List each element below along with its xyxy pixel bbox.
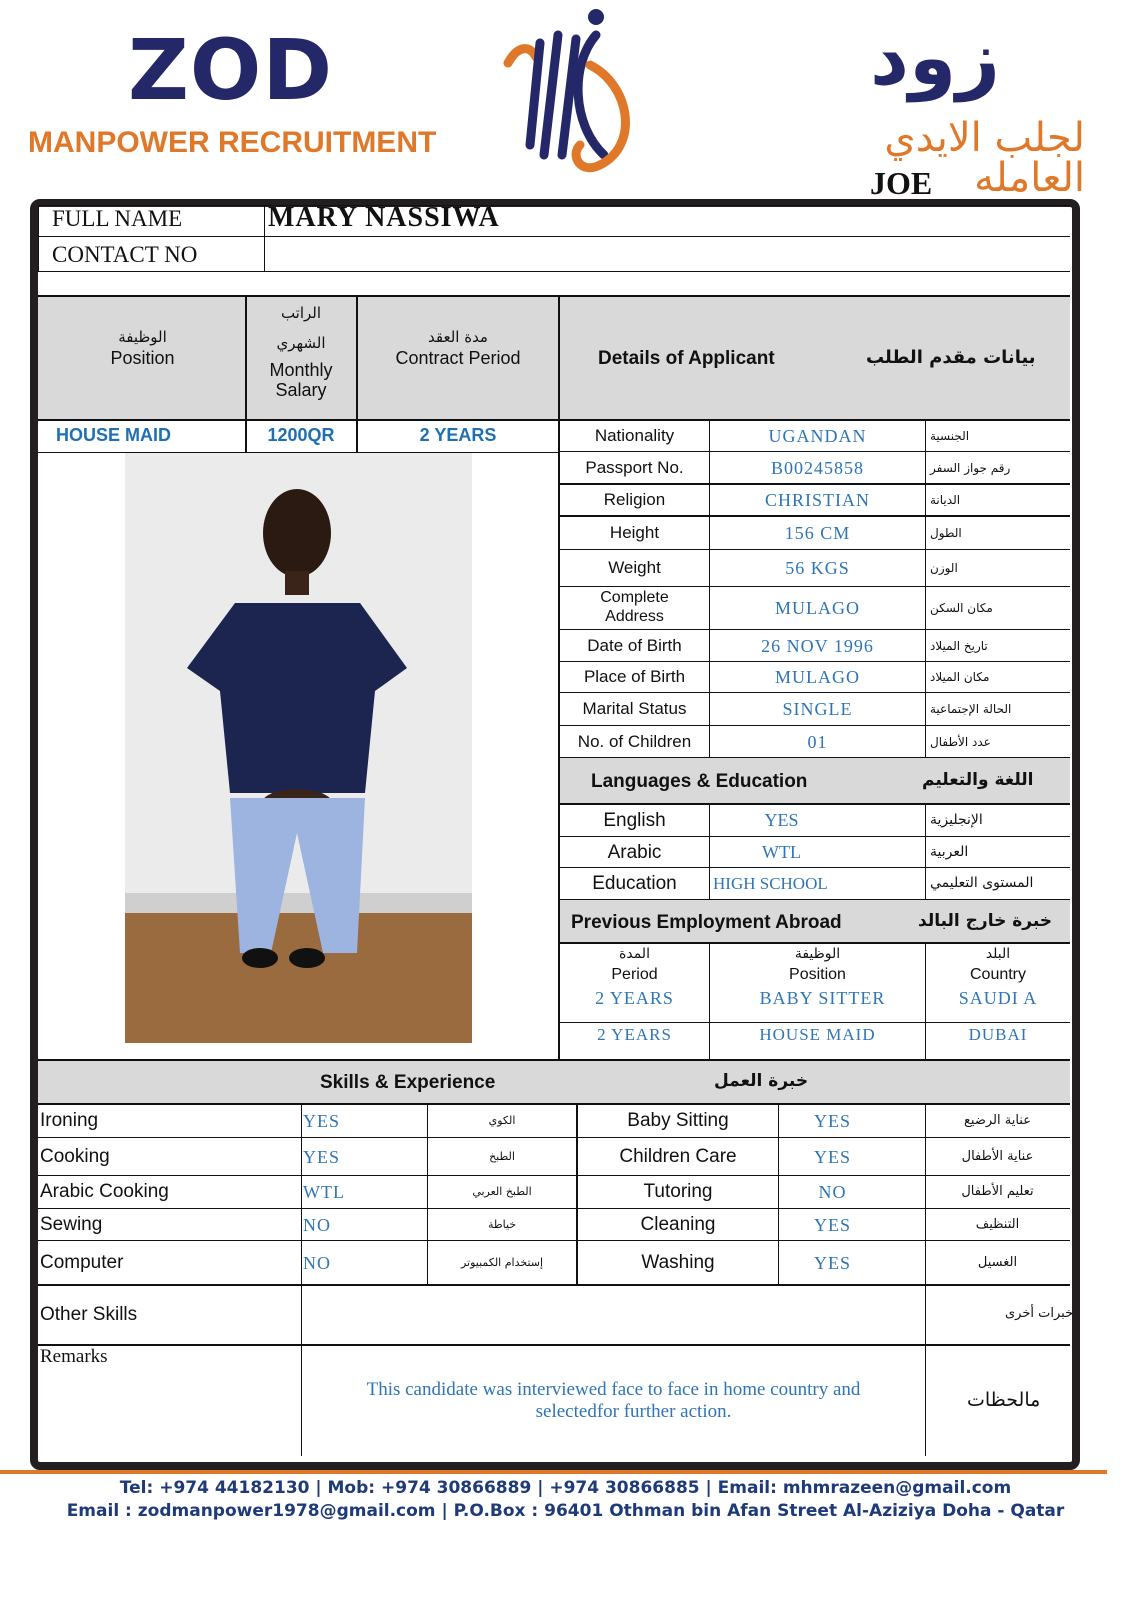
language-value: HIGH SCHOOL	[713, 874, 828, 893]
emp-period-2: 2 YEARS	[597, 1025, 672, 1044]
detail-value: 26 NOV 1996	[761, 635, 874, 656]
language-value: YES	[764, 810, 799, 830]
skill-arabic: خياطة	[487, 1217, 517, 1231]
detail-value: SINGLE	[782, 699, 853, 719]
salary-arabic-1: الراتب	[280, 304, 322, 322]
emp-country-1: SAUDI A	[958, 988, 1038, 1008]
language-label: Education	[592, 873, 677, 894]
detail-label: Weight	[608, 558, 661, 577]
skill-value: YES	[813, 1110, 851, 1131]
skill-arabic: الطبخ العربي	[472, 1185, 532, 1198]
skill-value: NO	[303, 1252, 331, 1273]
skill-arabic: تعليم الأطفال	[961, 1184, 1034, 1199]
skill-label: Ironing	[40, 1109, 99, 1131]
remarks-label: Remarks	[40, 1346, 108, 1367]
skill-label: Children Care	[619, 1145, 737, 1167]
remarks-text-1: This candidate was interviewed face to face in home country and	[366, 1379, 861, 1400]
skill-arabic: الطبخ	[489, 1149, 515, 1163]
skill-label: Cooking	[40, 1145, 110, 1167]
language-arabic: الإنجليزية	[930, 812, 983, 828]
footer-divider	[0, 1470, 1107, 1474]
skill-label: Washing	[641, 1251, 715, 1273]
languages-title: Languages & Education	[591, 771, 808, 792]
detail-label: Date of Birth	[587, 635, 682, 655]
skill-arabic: الغسيل	[977, 1254, 1018, 1270]
emp-position-2: HOUSE MAID	[759, 1025, 876, 1044]
language-value: WTL	[762, 842, 801, 862]
agent-name: JOE	[870, 165, 933, 201]
detail-value: 56 KGS	[785, 558, 850, 578]
skill-value: YES	[303, 1110, 341, 1131]
other-skills-arabic: خبرات أخرى	[1005, 1306, 1074, 1321]
detail-arabic: الوزن	[930, 561, 958, 575]
skill-arabic: الكوي	[488, 1113, 516, 1127]
position-header: Position	[110, 348, 175, 368]
detail-value: MULAGO	[775, 667, 860, 687]
skill-label: Sewing	[40, 1213, 103, 1235]
detail-value: B00245858	[770, 457, 864, 478]
detail-label: Place of Birth	[583, 667, 686, 686]
detail-arabic: مكان السكن	[930, 601, 993, 615]
employment-title-arabic: خبرة خارج البالد	[918, 911, 1053, 931]
skill-arabic: التنظيف	[975, 1216, 1020, 1232]
contract-value: 2 YEARS	[419, 425, 497, 445]
detail-label: No. of Children	[577, 731, 692, 751]
skills-title-arabic: خبرة العمل	[714, 1071, 809, 1091]
emp-position-header: Position	[789, 966, 846, 983]
languages-title-arabic: اللغة والتعليم	[922, 770, 1034, 790]
skill-value: NO	[818, 1182, 847, 1202]
remarks-text-2: selectedfor further action.	[535, 1401, 732, 1422]
skill-label: Arabic Cooking	[40, 1181, 169, 1202]
footer-contact-line: Tel: +974 44182130 | Mob: +974 30866889 | +974 30866885 | Email: mhmrazeen@gmail.com	[119, 1478, 1012, 1498]
skill-value: YES	[813, 1252, 851, 1273]
detail-label: Passport No.	[585, 457, 684, 477]
detail-arabic: رقم جواز السفر	[930, 460, 1011, 475]
skill-label: Computer	[40, 1251, 124, 1273]
language-label: Arabic	[607, 842, 662, 863]
country-arabic: البلد	[985, 946, 1011, 962]
brand-subtitle: MANPOWER RECRUITMENT	[28, 126, 437, 159]
employment-title: Previous Employment Abroad	[571, 912, 842, 933]
detail-label-line-2: Address	[605, 608, 664, 625]
skill-value: YES	[303, 1146, 341, 1167]
detail-label: Nationality	[594, 425, 675, 445]
skill-arabic: عناية الرضيع	[964, 1112, 1031, 1128]
position-value: HOUSE MAID	[56, 425, 172, 445]
period-arabic: المدة	[619, 946, 650, 962]
contract-header: Contract Period	[395, 348, 521, 368]
brand-logo-text: ZOD	[128, 21, 334, 119]
emp-position-1: BABY SITTER	[759, 988, 886, 1008]
position-arabic: الوظيفة	[118, 328, 167, 346]
detail-arabic: الطول	[930, 525, 962, 540]
skill-value: NO	[303, 1214, 331, 1235]
detail-label-line-1: Complete	[600, 589, 669, 606]
skill-label: Tutoring	[643, 1181, 713, 1202]
language-label: English	[603, 810, 666, 831]
detail-arabic: الجنسية	[930, 428, 970, 443]
detail-arabic: الحالة الإجتماعية	[930, 702, 1012, 716]
skill-label: Cleaning	[640, 1213, 716, 1235]
brand-arabic-text: زود	[870, 13, 1000, 102]
emp-period-1: 2 YEARS	[595, 988, 674, 1008]
skill-label: Baby Sitting	[627, 1109, 729, 1131]
applicant-photo	[125, 453, 472, 1043]
details-title-arabic: بيانات مقدم الطلب	[866, 347, 1036, 368]
detail-arabic: عدد الأطفال	[930, 734, 991, 749]
detail-arabic: الديانة	[930, 492, 961, 507]
company-logo-icon	[500, 5, 680, 180]
salary-header-1: Monthly	[269, 360, 333, 380]
skill-value: WTL	[303, 1182, 345, 1202]
contract-arabic: مدة العقد	[428, 328, 488, 346]
contact-label: CONTACT NO	[52, 242, 198, 267]
skill-arabic: إستخدام الكمبيوتر	[460, 1255, 544, 1269]
detail-value: MULAGO	[775, 598, 860, 618]
footer-address-line: Email : zodmanpower1978@gmail.com | P.O.Box : 96401 Othman bin Afan Street Al-Aziziya Doha - Qatar	[66, 1501, 1065, 1521]
language-arabic: العربية	[930, 844, 969, 860]
full-name-label: FULL NAME	[52, 206, 183, 231]
detail-label: Religion	[603, 489, 666, 509]
language-arabic: المستوى التعليمي	[930, 875, 1034, 891]
detail-value: 156 CM	[784, 522, 851, 543]
detail-value: UGANDAN	[768, 425, 867, 446]
skill-arabic: عناية الأطفال	[961, 1148, 1034, 1164]
skills-band	[38, 1061, 1070, 1103]
salary-arabic-2: الشهري	[276, 334, 326, 352]
skill-value: YES	[813, 1214, 851, 1235]
emp-country-2: DUBAI	[968, 1025, 1028, 1044]
detail-value: 01	[807, 731, 828, 752]
detail-arabic: تاريخ الميلاد	[930, 638, 988, 653]
salary-value: 1200QR	[267, 425, 335, 445]
details-title: Details of Applicant	[598, 348, 775, 369]
skills-title: Skills & Experience	[320, 1072, 496, 1093]
country-header: Country	[969, 966, 1027, 983]
detail-value: CHRISTIAN	[764, 489, 870, 510]
detail-label: Height	[609, 522, 660, 542]
detail-arabic: مكان الميلاد	[930, 670, 990, 684]
remarks-arabic: مالحظات	[967, 1389, 1041, 1411]
detail-label: Marital Status	[582, 699, 687, 718]
skill-value: YES	[813, 1146, 851, 1167]
full-name-value: MARY NASSIWA	[268, 202, 500, 233]
other-skills-label: Other Skills	[40, 1304, 138, 1325]
period-header: Period	[611, 966, 658, 983]
emp-position-arabic: الوظيفة	[794, 946, 841, 962]
salary-header-2: Salary	[275, 380, 327, 400]
brand-arabic-subtitle: لجلب الايدي العامله	[884, 115, 1085, 201]
